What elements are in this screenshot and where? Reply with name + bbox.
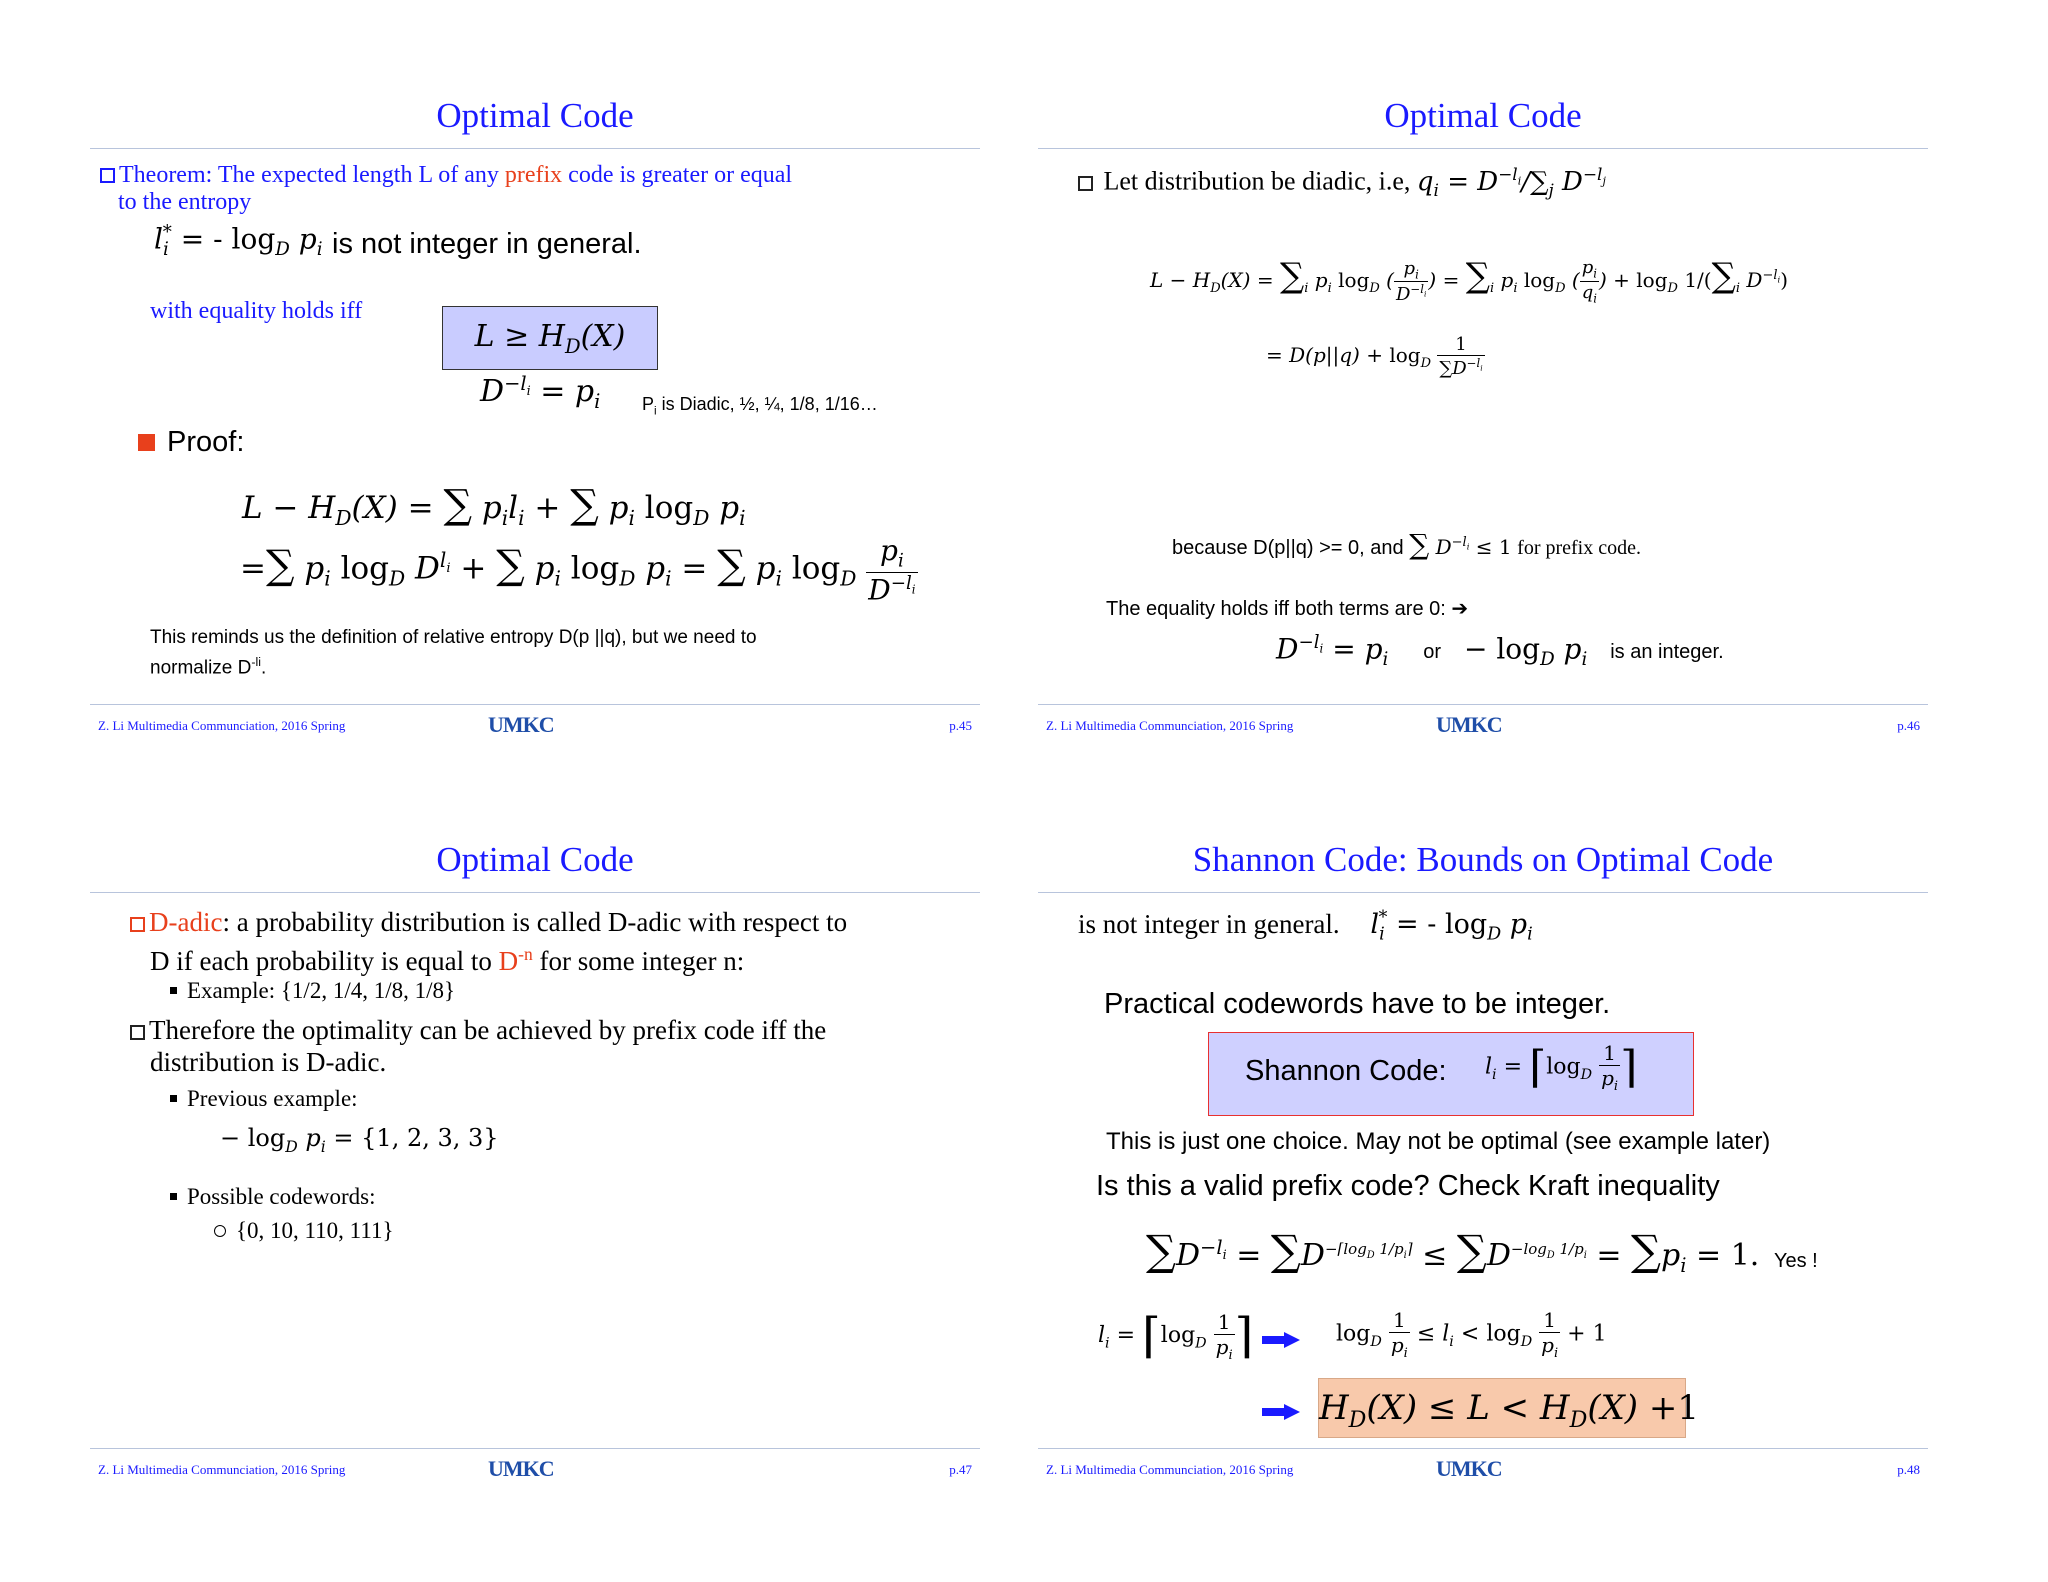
footer-author: Z. Li Multimedia Communciation, 2016 Spring bbox=[1046, 718, 1294, 733]
slide-p45 bbox=[70, 70, 1000, 750]
footer-divider bbox=[90, 704, 980, 705]
equality-text: with equality holds iff bbox=[150, 298, 363, 324]
circle-bullet-icon bbox=[214, 1225, 226, 1237]
shannon-code-formula: $l_i$ = $⌈\log_D$ $\frac{1}{p_i}$ ⌉ bbox=[1485, 1041, 1638, 1094]
slide-p47 bbox=[70, 814, 1000, 1494]
slide-title: Optimal Code bbox=[436, 96, 634, 135]
square-bullet-icon bbox=[170, 1193, 177, 1200]
page-number: p.47 bbox=[949, 1462, 972, 1477]
implies-arrow-icon bbox=[1262, 1332, 1300, 1348]
footer-author: Z. Li Multimedia Communciation, 2016 Spring bbox=[98, 718, 346, 733]
square-bullet-icon bbox=[138, 434, 155, 451]
slide-title: Optimal Code bbox=[436, 840, 634, 879]
page-number: p.45 bbox=[949, 718, 972, 733]
equality-formulas: $D^{-l_i} = p_i$ or − $\log_D p_i$ is an integer. bbox=[1276, 632, 1724, 670]
yes-text: Yes ! bbox=[1774, 1250, 1818, 1272]
implies-arrow-icon bbox=[1262, 1404, 1300, 1420]
diadic-formula: $D^{-l_i} = p_i$ bbox=[480, 372, 601, 413]
possible-codewords-item: Possible codewords: bbox=[170, 1184, 375, 1210]
codewords-item: {0, 10, 110, 111} bbox=[214, 1218, 394, 1244]
theorem-text: Theorem: The expected length L of any prefix code is greater or equal to the entropy bbox=[100, 162, 960, 216]
length-definition: $l_i$ = $⌈\log_D$ $\frac{1}{p_i}$ ⌉ bbox=[1098, 1308, 1254, 1364]
title-divider bbox=[90, 148, 980, 149]
practical-text: Practical codewords have to be integer. bbox=[1104, 988, 1611, 1020]
square-bullet-icon bbox=[170, 1095, 177, 1102]
bound-box: $L \ge H_D(X)$ bbox=[442, 306, 658, 370]
checkbox-bullet-icon bbox=[1078, 176, 1093, 191]
derivation-line-1: $L - H_D(X) = \sum_i$ $p_i$ $\log_D$ ( $\frac{p_i}{D^{-l_i}}$ ) = $\sum_i$ $p_i$ $\log_D$ ( $\frac{p_i}{q_i}$ ) + $\log_D 1/(\sum_i$ $D^{-l_i}$) bbox=[1150, 256, 1789, 306]
footer-author: Z. Li Multimedia Communciation, 2016 Spring bbox=[1046, 1462, 1294, 1477]
diadic-note: $P_i$ is Diadic, ½, ¼, 1/8, 1/16… bbox=[642, 394, 878, 418]
because-text: because D(p||q) >= 0, and ∑ $D^{-l_i} \le 1$ for prefix code. bbox=[1172, 528, 1641, 561]
proof-line-2: =∑ $p_i$ $\log_D D^{l_i}$ + ∑ $p_i$ $\log_D p_i$ = ∑ $p_i$ $\log_D$ $\frac{p_i}{D^{-l_i}}$ bbox=[240, 534, 916, 606]
slide-p46 bbox=[1018, 70, 1948, 750]
equality-condition: The equality holds iff both terms are 0: ➔ bbox=[1106, 598, 1469, 620]
slide-title: Optimal Code bbox=[1384, 96, 1582, 135]
code-length-formula: − $\log_D p_i = \{1$, 2, 3, 3} bbox=[220, 1124, 499, 1156]
derivation-line-2: = $D(p||q) + \log_D$ $\frac{1}{\sum D^{-l_i}}$ bbox=[1266, 334, 1483, 379]
page-number: p.46 bbox=[1897, 718, 1920, 733]
title-divider bbox=[1038, 892, 1928, 893]
one-choice-text: This is just one choice. May not be optimal (see example later) bbox=[1106, 1128, 1771, 1155]
remind-text: This reminds us the definition of relative entropy D(p ||q), but we need to normalize $D^{-li}$. bbox=[150, 627, 757, 679]
checkbox-bullet-icon bbox=[130, 917, 145, 932]
shannon-code-box bbox=[1208, 1032, 1694, 1116]
umkc-logo: UMKC bbox=[488, 1456, 554, 1481]
checkbox-bullet-icon bbox=[130, 1025, 145, 1040]
not-integer-text: is not integer in general. bbox=[332, 228, 642, 260]
not-integer-line: is not integer in general. $l_i^*$ = - $\log_D p_i$ bbox=[1078, 908, 1533, 945]
page-number: p.48 bbox=[1897, 1462, 1920, 1477]
title-divider bbox=[90, 892, 980, 893]
proof-heading: Proof: bbox=[138, 426, 244, 459]
umkc-logo: UMKC bbox=[488, 712, 554, 737]
optimal-length-formula: $l_i^*$ = - $\log_D p_i$ bbox=[154, 222, 323, 260]
title-divider bbox=[1038, 148, 1928, 149]
diadic-intro: Let distribution be diadic, i.e, $q_i = D^{-l_i}/\sum_j$ $D^{-l_j}$ bbox=[1078, 164, 1606, 200]
shannon-code-label: Shannon Code: bbox=[1245, 1055, 1447, 1087]
umkc-logo: UMKC bbox=[1436, 712, 1502, 737]
slide-p48 bbox=[1018, 814, 1948, 1494]
kraft-question: Is this a valid prefix code? Check Kraft inequality bbox=[1096, 1170, 1720, 1202]
umkc-logo: UMKC bbox=[1436, 1456, 1502, 1481]
footer-divider bbox=[90, 1448, 980, 1449]
previous-example-item: Previous example: bbox=[170, 1086, 358, 1112]
example-item: Example: {1/2, 1/4, 1/8, 1/8} bbox=[170, 978, 455, 1004]
kraft-derivation: $\sum D^{-l_i} = \sum D^{-⌈log_D 1/p_i⌉} \le \sum D^{-log_D 1/p_i} = \sum p_i = 1$. bbox=[1146, 1226, 1760, 1277]
proof-line-1: $L - H_D(X)$ = ∑ $p_il_i$ + ∑ $p_i$ $\log_D p_i$ bbox=[242, 482, 746, 531]
entropy-bound-box: $H_D(X) \le L < H_D(X) +1$ bbox=[1318, 1378, 1686, 1438]
footer-divider bbox=[1038, 704, 1928, 705]
slide-title: Shannon Code: Bounds on Optimal Code bbox=[1192, 840, 1774, 879]
therefore-text: Therefore the optimality can be achieved by prefix code iff the distribution is D-adic. bbox=[130, 1014, 990, 1078]
length-bounds: $\log_D$ $\frac{1}{p_i}$ ≤ $l_i < \log_D$ $\frac{1}{p_i}$ + 1 bbox=[1336, 1308, 1607, 1361]
footer-author: Z. Li Multimedia Communciation, 2016 Spring bbox=[98, 1462, 346, 1477]
footer-divider bbox=[1038, 1448, 1928, 1449]
checkbox-bullet-icon bbox=[100, 168, 115, 183]
square-bullet-icon bbox=[170, 987, 177, 994]
dadic-definition: D-adic: a probability distribution is called D-adic with respect to D if each probability is equal to $D^{-n}$ for some integer n: bbox=[130, 906, 990, 977]
